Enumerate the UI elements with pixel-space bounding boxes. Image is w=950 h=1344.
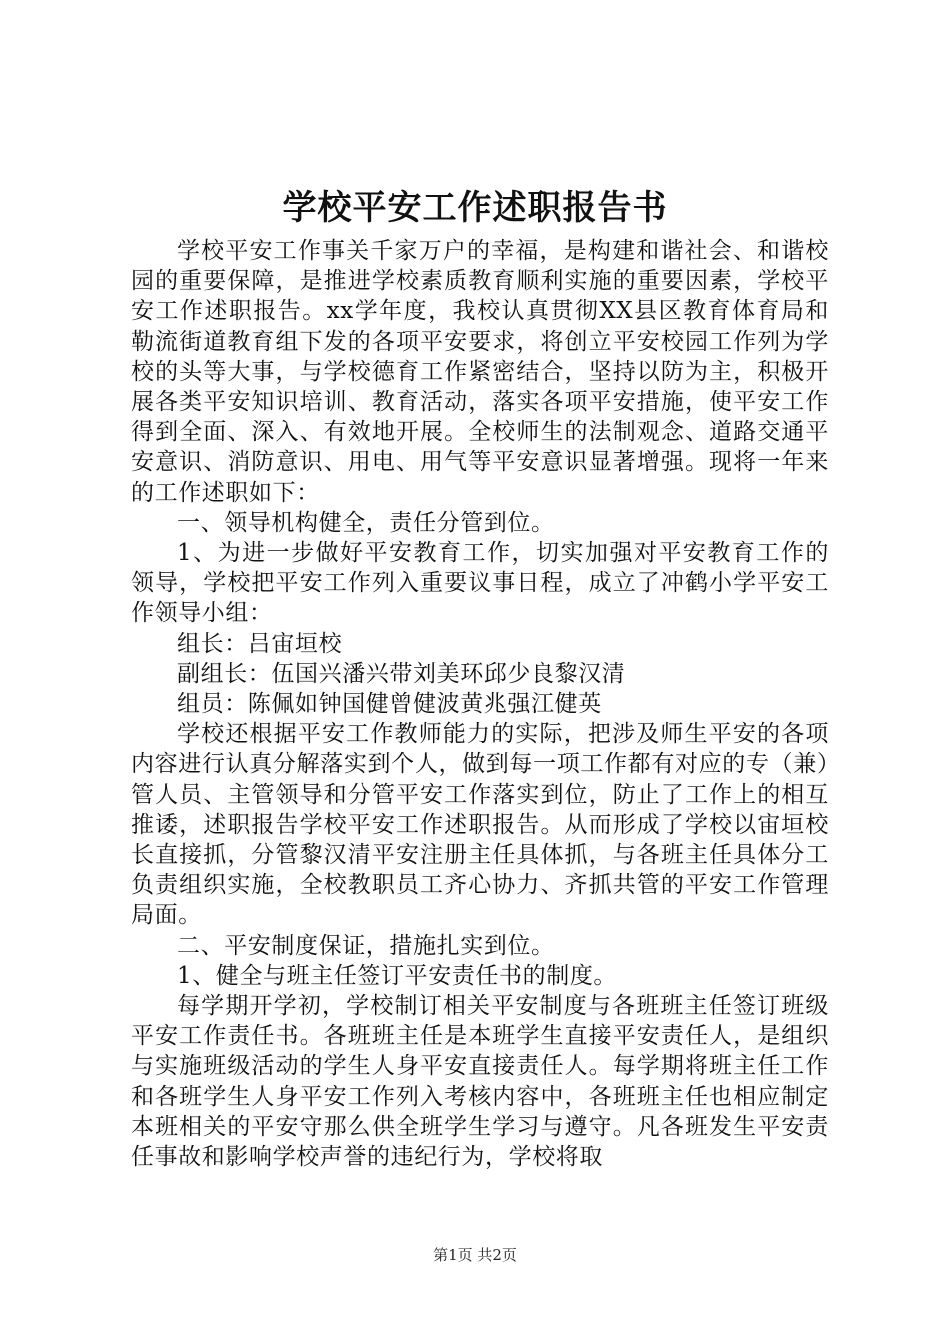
document-title: 学校平安工作述职报告书 (282, 188, 668, 228)
paragraph-responsibility: 学校还根据平安工作教师能力的实际，把涉及师生平安的各项内容进行认真分解落实到个人，做到每一项工作都有对应的专（兼）管人员、主管领导和分管平安工作落实到位，防止了工作上的相互推诿，述职报告学校平安工作述职报告。从而形成了学校以宙垣校长直接抓，分管黎汉清平安注册主任具体抓，与各班主任具体分工负责组织实施，全校教职员工齐心协力、齐抓共管的平安工作管理局面。 (131, 721, 829, 929)
team-deputy-leaders: 副组长：伍国兴潘兴带刘美环邱少良黎汉清 (177, 660, 626, 687)
team-leader: 组长：吕宙垣校 (177, 630, 343, 657)
section-heading-1: 一、领导机构健全，责任分管到位。 (177, 509, 555, 536)
team-members: 组员：陈佩如钟国健曾健波黄兆强江健英 (177, 691, 602, 718)
document-body (131, 236, 829, 1172)
paragraph-intro: 学校平安工作事关千家万户的幸福，是构建和谐社会、和谐校园的重要保障，是推进学校素质教育顺利实施的重要因素，学校平安工作述职报告。xx学年度，我校认真贯彻XX县区教育体育局和勒流街道教育组下发的各项平安要求，将创立平安校园工作列为学校的头等大事，与学校德育工作紧密结合，坚持以防为主，积极开展各类平安知识培训、教育活动，落实各项平安措施，使平安工作得到全面、深入、有效地开展。全校师生的法制观念、道路交通平安意识、消防意识、用电、用气等平安意识显著增强。现将一年来的工作述职如下： (131, 238, 829, 506)
section-heading-2: 二、平安制度保证，措施扎实到位。 (177, 932, 555, 959)
page-footer: 第1页 共2页 (433, 1246, 517, 1264)
paragraph-leadership: 1、为进一步做好平安教育工作，切实加强对平安教育工作的领导，学校把平安工作列入重要议事日程，成立了冲鹤小学平安工作领导小组： (131, 540, 829, 627)
paragraph-class-responsibility: 每学期开学初，学校制订相关平安制度与各班班主任签订班级平安工作责任书。各班班主任是本班学生直接平安责任人，是组织与实施班级活动的学生人身平安直接责任人。每学期将班主任工作和各班学生人身平安工作列入考核内容中，各班班主任也相应制定本班相关的平安守那么供全班学生学习与遵守。凡各班发生平安责任事故和影响学校声誉的违纪行为，学校将取 (131, 993, 829, 1171)
subsection-heading-1: 1、健全与班主任签订平安责任书的制度。 (177, 962, 618, 989)
